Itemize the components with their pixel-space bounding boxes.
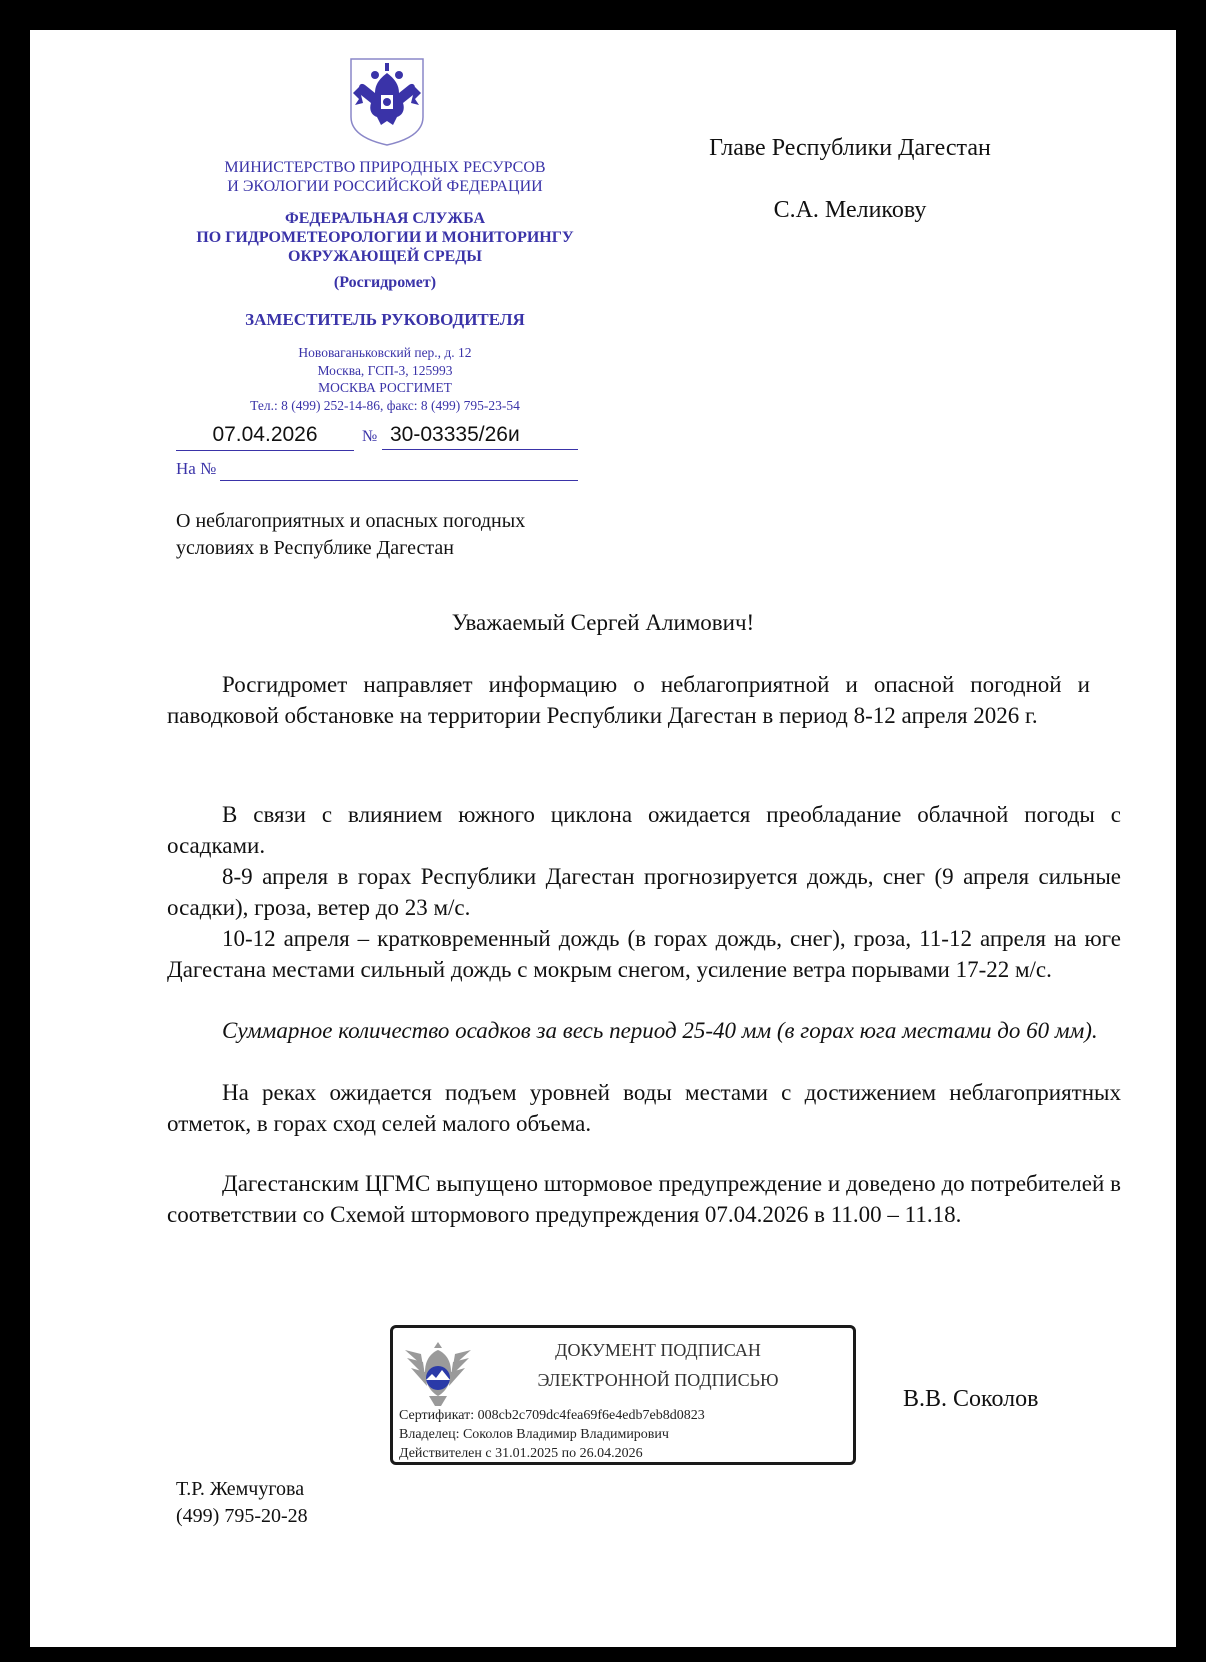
executor-name: Т.Р. Жемчугова [176, 1478, 305, 1500]
address-line-3: МОСКВА РОСГИМЕТ [318, 380, 452, 395]
service-line-2: ПО ГИДРОМЕТЕОРОЛОГИИ И МОНИТОРИНГУ [196, 229, 574, 246]
reply-to-line [220, 459, 578, 481]
greeting: Уважаемый Сергей Алимович! [451, 610, 755, 635]
signer-name: В.В. Соколов [903, 1386, 1039, 1412]
addressee-name: С.А. Меликову [773, 197, 927, 223]
eagle-emblem-icon [401, 1336, 475, 1412]
service-line-3: ОКРУЖАЮЩЕЙ СРЕДЫ [288, 248, 482, 265]
service-line-1: ФЕДЕРАЛЬНАЯ СЛУЖБА [285, 210, 485, 227]
stamp-title-2: ЭЛЕКТРОННОЙ ПОДПИСЬЮ [537, 1370, 779, 1390]
body-paragraph-4: 10-12 апреля – кратковременный дождь (в горах дождь, снег), гроза, 11-12 апреля на юге Дагестана местами сильный дождь с мокрым снегом, усиление ветра порывами 17-22 м/с. [167, 926, 1121, 982]
sender-address [170, 344, 600, 414]
ministry-name [170, 158, 600, 196]
stamp-validity: Действителен с 31.01.2025 по 26.04.2026 [399, 1446, 643, 1461]
address-line-4: Тел.: 8 (499) 252-14-86, факс: 8 (499) 795-23-54 [250, 397, 520, 413]
registration-number: 30-03335/26и [382, 421, 578, 450]
coat-of-arms-icon [345, 55, 429, 147]
subject-line-2: условиях в Республике Дагестан [176, 537, 454, 559]
body-paragraph-6: На реках ожидается подъем уровней воды местами с достижением неблагоприятных отметок, в горах сход селей малого объема. [167, 1080, 1121, 1136]
ministry-line-2: И ЭКОЛОГИИ РОССИЙСКОЙ ФЕДЕРАЦИИ [227, 178, 543, 195]
service-short-name: (Росгидромет) [333, 274, 437, 291]
sender-position: ЗАМЕСТИТЕЛЬ РУКОВОДИТЕЛЯ [245, 310, 525, 329]
registration-date: 07.04.2026 [176, 421, 354, 451]
electronic-signature-stamp [390, 1325, 856, 1465]
ministry-line-1: МИНИСТЕРСТВО ПРИРОДНЫХ РЕСУРСОВ [224, 159, 546, 176]
stamp-title-1: ДОКУМЕНТ ПОДПИСАН [555, 1340, 761, 1360]
addressee-title: Главе Республики Дагестан [709, 135, 991, 161]
stamp-owner: Владелец: Соколов Владимир Владимирович [399, 1427, 669, 1442]
letter-subject [176, 508, 596, 562]
body-paragraph-2: В связи с влиянием южного циклона ожидается преобладание облачной погоды с осадками. [167, 802, 1121, 858]
address-line-2: Москва, ГСП-3, 125993 [317, 362, 453, 378]
registration-number-label: № [362, 428, 378, 445]
body-paragraph-1: Росгидромет направляет информацию о неблагоприятной и опасной погодной и паводковой обстановке на территории Республики Дагестан в период 8-12 апреля 2026 г. [167, 672, 1090, 728]
reply-to-label: На № [176, 459, 217, 478]
executor-phone: (499) 795-20-28 [176, 1505, 308, 1527]
stamp-certificate: Сертификат: 008cb2c709dc4fea69f6e4edb7eb8d0823 [399, 1408, 705, 1423]
body-paragraph-3: 8-9 апреля в горах Республики Дагестан прогнозируется дождь, снег (9 апреля сильные осадки), гроза, ветер до 23 м/с. [167, 864, 1121, 920]
body-paragraph-5: Суммарное количество осадков за весь период 25-40 мм (в горах юга местами до 60 мм). [222, 1018, 1098, 1043]
executor-info [176, 1476, 308, 1530]
body-paragraph-7: Дагестанским ЦГМС выпущено штормовое предупреждение и доведено до потребителей в соответствии со Схемой штормового предупреждения 07.04.2026 в 11.00 – 11.18. [167, 1171, 1121, 1227]
subject-line-1: О неблагоприятных и опасных погодных [176, 510, 526, 532]
address-line-1: Нововаганьковский пер., д. 12 [298, 345, 472, 360]
service-name [170, 209, 600, 266]
